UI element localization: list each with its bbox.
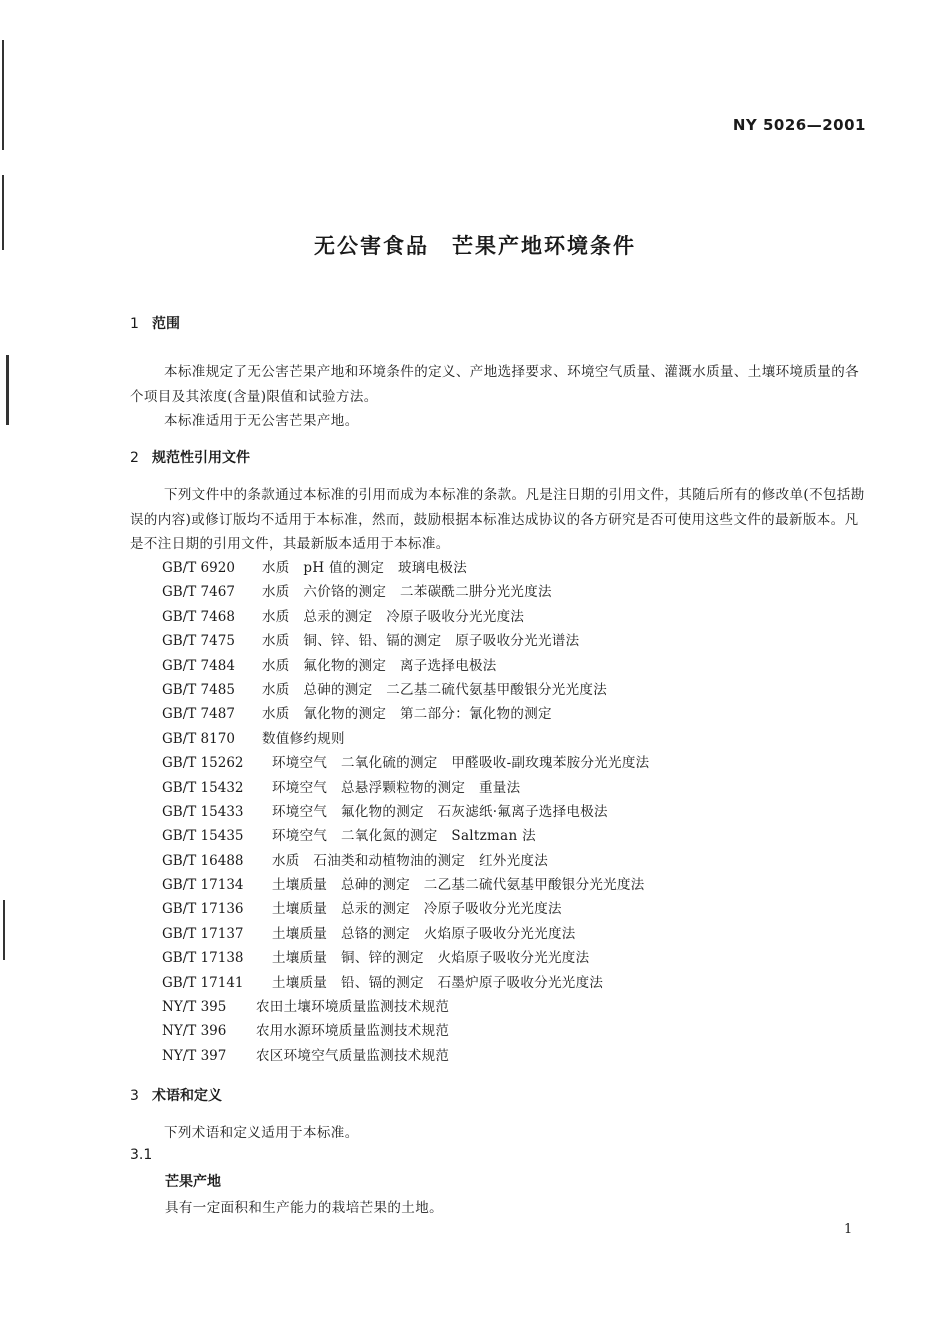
definition-term: 芒果产地	[165, 1174, 221, 1190]
reference-title: 水质 总砷的测定 二乙基二硫代氨基甲酸银分光光度法	[262, 681, 607, 698]
reference-item	[162, 751, 649, 775]
reference-title: 土壤质量 铜、锌的测定 火焰原子吸收分光光度法	[272, 950, 590, 967]
reference-title: 农区环境空气质量监测技术规范	[256, 1047, 450, 1064]
reference-item	[162, 556, 649, 580]
reference-item	[162, 824, 649, 848]
scan-margin-mark	[2, 40, 4, 150]
reference-code: NY/T 397	[162, 1047, 227, 1064]
section-heading-normative-references	[130, 447, 250, 467]
scope-applicability: 本标准适用于无公害芒果产地。	[164, 413, 359, 429]
reference-code: GB/T 8170	[162, 730, 235, 747]
reference-title: 水质 氟化物的测定 离子选择电极法	[262, 657, 497, 674]
reference-item	[162, 873, 649, 897]
reference-code: GB/T 17134	[162, 877, 244, 894]
reference-code: GB/T 15432	[162, 779, 244, 796]
reference-code: GB/T 6920	[162, 560, 235, 576]
reference-code: NY/T 395	[162, 999, 227, 1016]
reference-item	[162, 922, 649, 946]
reference-code: GB/T 7485	[162, 681, 235, 698]
terms-intro: 下列术语和定义适用于本标准。	[164, 1125, 359, 1141]
reference-title: 水质 六价铬的测定 二苯碳酰二肼分光光度法	[262, 584, 552, 601]
reference-title: 数值修约规则	[262, 730, 345, 747]
reference-item	[162, 897, 649, 921]
reference-code: GB/T 17141	[162, 974, 244, 991]
reference-title: 水质 氰化物的测定 第二部分：氰化物的测定	[262, 706, 552, 723]
standard-code: NY 5026—2001	[732, 116, 866, 134]
definition-text: 具有一定面积和生产能力的栽培芒果的土地。	[165, 1200, 443, 1216]
reference-title: 环境空气 总悬浮颗粒物的测定 重量法	[272, 779, 521, 796]
reference-title: 环境空气 氟化物的测定 石灰滤纸·氟离子选择电极法	[272, 803, 608, 820]
reference-item	[162, 995, 649, 1019]
scan-margin-mark	[6, 355, 9, 425]
reference-item	[162, 776, 649, 800]
reference-code: GB/T 15433	[162, 803, 244, 820]
reference-item	[162, 1019, 649, 1043]
reference-title: 土壤质量 总汞的测定 冷原子吸收分光光度法	[272, 901, 562, 918]
reference-code: GB/T 17137	[162, 925, 244, 942]
section-number: 2	[130, 450, 139, 466]
reference-title: 农田土壤环境质量监测技术规范	[256, 999, 450, 1016]
reference-item	[162, 727, 649, 751]
reference-code: GB/T 7475	[162, 633, 235, 650]
reference-title: 水质 pH 值的测定 玻璃电极法	[262, 560, 468, 576]
section-title: 范围	[152, 316, 180, 332]
scope-paragraph: 本标准规定了无公害芒果产地和环境条件的定义、产地选择要求、环境空气质量、灌溉水质量、土壤环境质量的各个项目及其浓度(含量)限值和试验方法。	[130, 364, 859, 405]
reference-item	[162, 1044, 649, 1068]
document-title: 无公害食品 芒果产地环境条件	[314, 234, 636, 258]
references-intro: 下列文件中的条款通过本标准的引用而成为本标准的条款。凡是注日期的引用文件，其随后所有的修改单(不包括勘误的内容)或修订版均不适用于本标准，然而，鼓励根据本标准达成协议的各方研究是否可使用这些文件的最新版本。凡是不注日期的引用文件，其最新版本适用于本标准。	[130, 487, 865, 552]
scan-margin-mark	[3, 900, 5, 960]
reference-item	[162, 580, 649, 604]
reference-item	[162, 629, 649, 653]
page-number: 1	[844, 1222, 853, 1237]
reference-code: GB/T 7468	[162, 608, 235, 625]
reference-title: 环境空气 二氧化硫的测定 甲醛吸收-副玫瑰苯胺分光光度法	[272, 755, 650, 772]
reference-title: 环境空气 二氧化氮的测定 Saltzman 法	[272, 828, 536, 845]
section-heading-terms	[130, 1085, 222, 1105]
reference-title: 土壤质量 铅、镉的测定 石墨炉原子吸收分光光度法	[272, 974, 604, 991]
reference-code: GB/T 7487	[162, 706, 235, 723]
section-heading-scope	[130, 313, 180, 333]
reference-item	[162, 800, 649, 824]
reference-code: GB/T 15435	[162, 828, 244, 845]
reference-title: 土壤质量 总铬的测定 火焰原子吸收分光光度法	[272, 925, 576, 942]
reference-item	[162, 605, 649, 629]
reference-title: 水质 总汞的测定 冷原子吸收分光光度法	[262, 608, 525, 625]
reference-item	[162, 654, 649, 678]
reference-item	[162, 678, 649, 702]
reference-item	[162, 702, 649, 726]
reference-item	[162, 971, 649, 995]
reference-code: NY/T 396	[162, 1023, 227, 1040]
reference-title: 水质 铜、锌、铅、镉的测定 原子吸收分光光谱法	[262, 633, 580, 650]
section-title: 术语和定义	[152, 1088, 222, 1104]
reference-title: 土壤质量 总砷的测定 二乙基二硫代氨基甲酸银分光光度法	[272, 877, 645, 894]
reference-list	[162, 556, 649, 1068]
reference-code: GB/T 15262	[162, 755, 244, 772]
reference-code: GB/T 17138	[162, 950, 244, 967]
reference-title: 农用水源环境质量监测技术规范	[256, 1023, 450, 1040]
definition-number: 3.1	[130, 1147, 153, 1163]
reference-code: GB/T 17136	[162, 901, 244, 918]
reference-title: 水质 石油类和动植物油的测定 红外光度法	[272, 852, 548, 869]
reference-code: GB/T 7467	[162, 584, 235, 601]
reference-code: GB/T 7484	[162, 657, 235, 674]
section-title: 规范性引用文件	[152, 450, 250, 466]
reference-code: GB/T 16488	[162, 852, 244, 869]
reference-item	[162, 946, 649, 970]
reference-item	[162, 849, 649, 873]
section-number: 1	[130, 316, 139, 332]
section-number: 3	[130, 1088, 139, 1104]
